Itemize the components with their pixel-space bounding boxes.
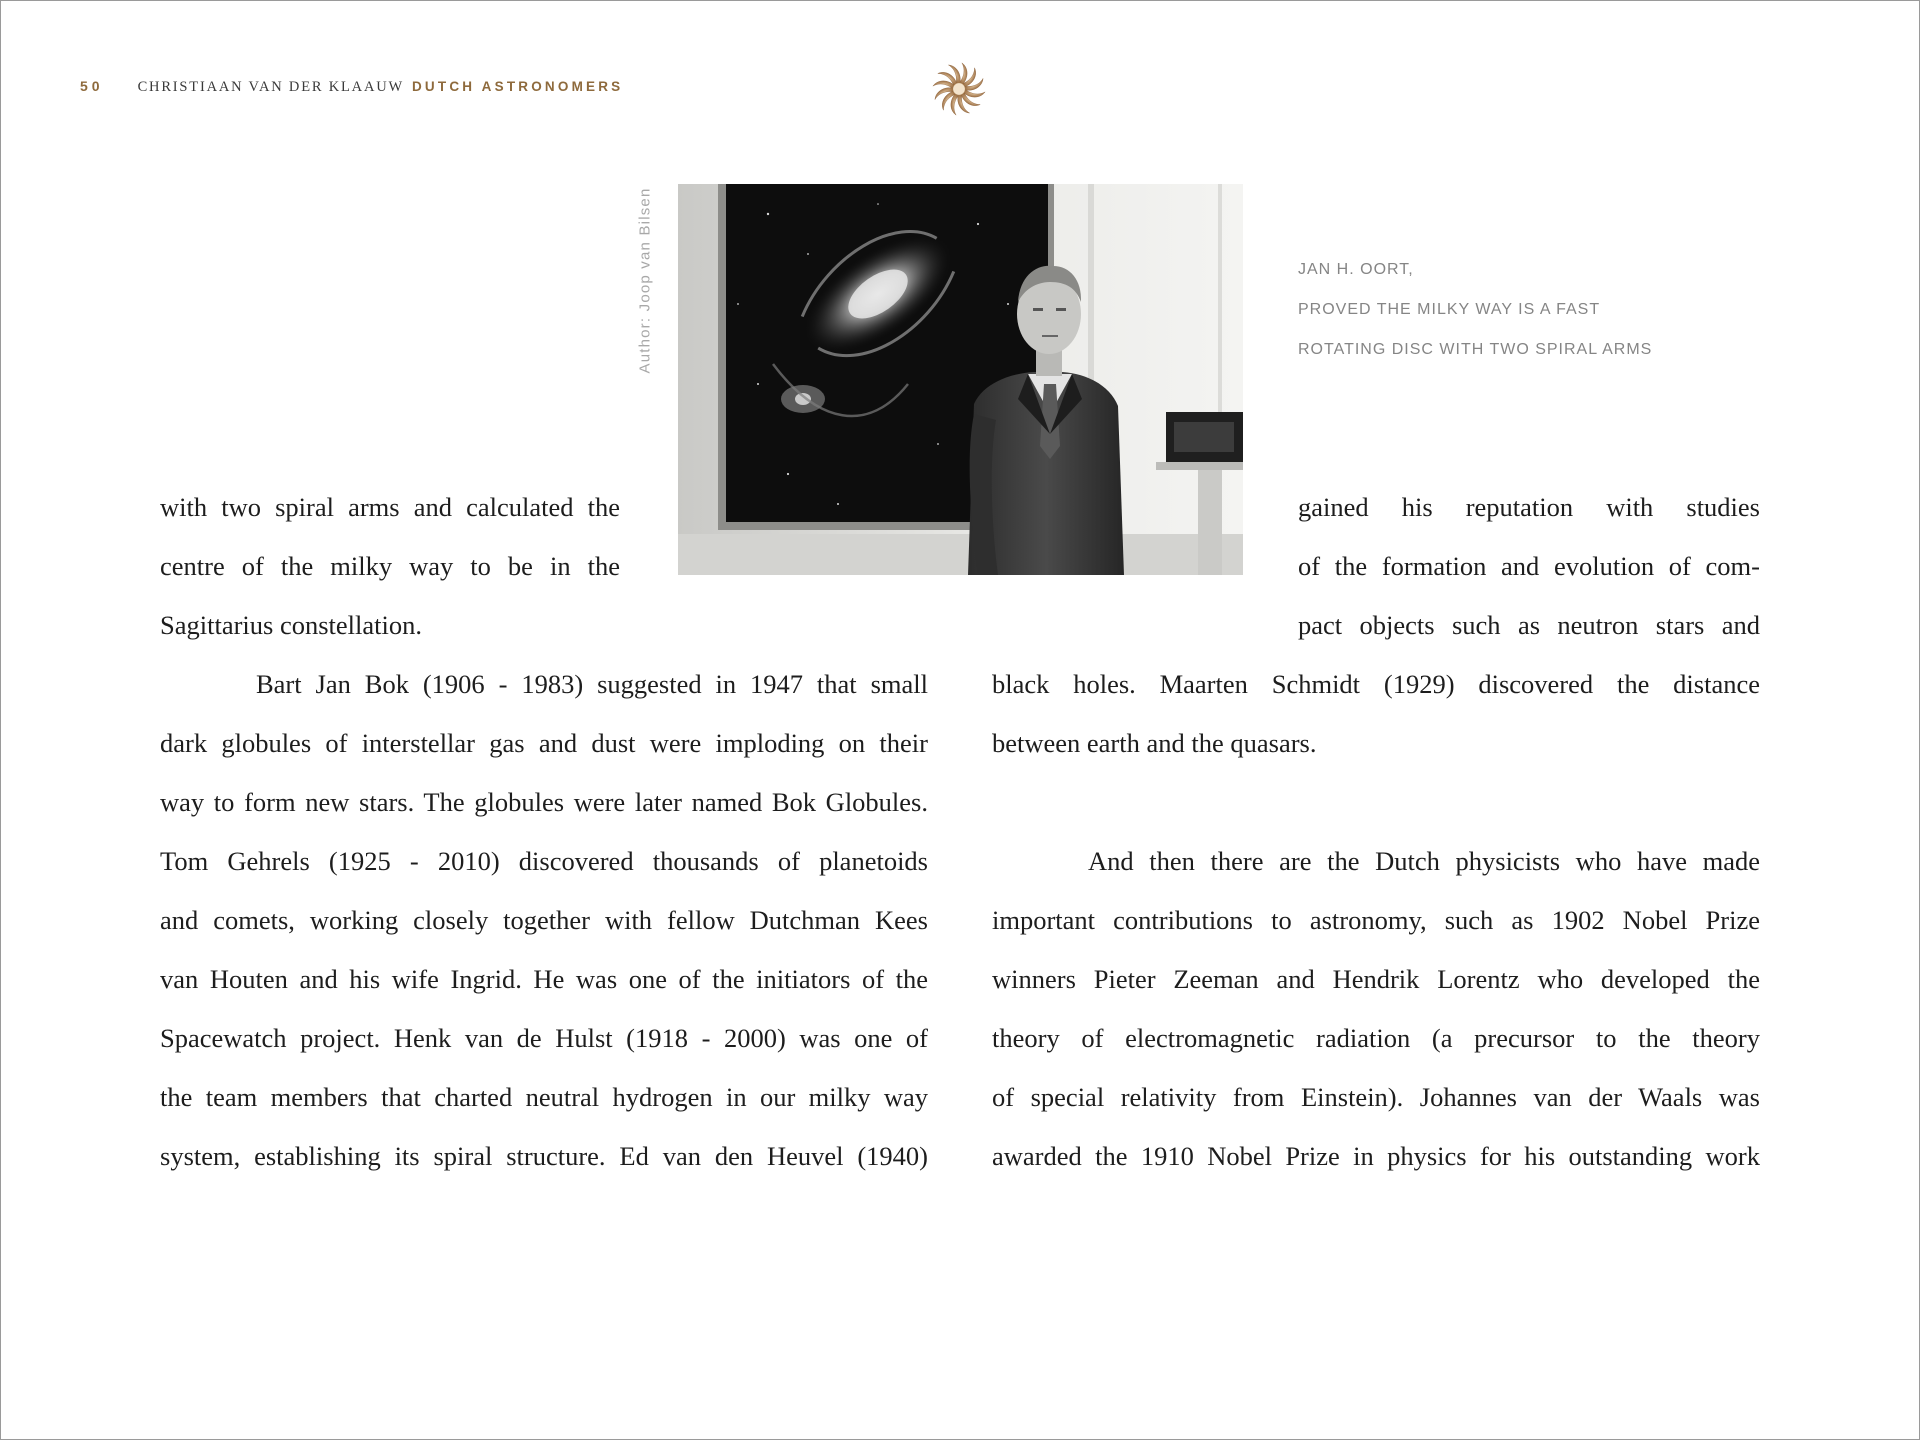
body-text-line: of the formation and evolution of com- (1298, 551, 1760, 581)
body-text-line: black holes. Maarten Schmidt (1929) discovered the distance (992, 669, 1760, 699)
body-text-line: Tom Gehrels (1925 - 2010) discovered thousands of planetoids (160, 846, 928, 876)
portrait-photo-image (678, 184, 1243, 575)
body-text-line: dark globules of interstellar gas and dust were imploding on their (160, 728, 928, 758)
caption-line: ROTATING DISC WITH TWO SPIRAL ARMS (1298, 341, 1653, 358)
body-text-line: awarded the 1910 Nobel Prize in physics for his outstanding work (992, 1141, 1760, 1171)
body-text-line: Bart Jan Bok (1906 - 1983) suggested in 1947 that small (256, 669, 928, 699)
body-text-line: with two spiral arms and calculated the (160, 492, 620, 522)
body-text-line: way to form new stars. The globules were later named Bok Globules. (160, 787, 928, 817)
body-text-line: pact objects such as neutron stars and (1298, 610, 1760, 640)
caption-line: PROVED THE MILKY WAY IS A FAST (1298, 301, 1601, 318)
body-text-line: system, establishing its spiral structure. Ed van den Heuvel (1940) (160, 1141, 928, 1171)
page-number: 50 (80, 78, 104, 94)
body-text-line: winners Pieter Zeeman and Hendrik Lorentz who developed the (992, 964, 1760, 994)
body-text-line: centre of the milky way to be in the (160, 551, 620, 581)
sun-spiral-logo-icon (930, 60, 988, 118)
photo-credit-text: Author: Joop van Bilsen (636, 186, 654, 374)
body-text-line: the team members that charted neutral hydrogen in our milky way (160, 1082, 928, 1112)
caption-line: JAN H. OORT, (1298, 261, 1414, 278)
photo-credit (628, 182, 662, 378)
author-name: CHRISTIAAN VAN DER KLAAUW (137, 79, 404, 95)
body-text-line: between earth and the quasars. (992, 728, 1317, 758)
body-text-line: gained his reputation with studies (1298, 492, 1760, 522)
body-text-line: Sagittarius constellation. (160, 610, 423, 640)
body-text-line: And then there are the Dutch physicists who have made (1088, 846, 1760, 876)
body-text-line: Spacewatch project. Henk van de Hulst (1918 - 2000) was one of (160, 1023, 928, 1053)
body-text-line: theory of electromagnetic radiation (a precursor to the theory (992, 1023, 1760, 1053)
book-title: DUTCH ASTRONOMERS (411, 79, 624, 94)
body-text-line: important contributions to astronomy, such as 1902 Nobel Prize (992, 905, 1760, 935)
body-text-line: and comets, working closely together with fellow Dutchman Kees (160, 905, 928, 935)
photo-caption (1298, 258, 1652, 378)
body-text-line: of special relativity from Einstein). Johannes van der Waals was (992, 1082, 1760, 1112)
body-text-line: van Houten and his wife Ingrid. He was one of the initiators of the (160, 964, 928, 994)
portrait-photo (678, 184, 1243, 575)
running-header (80, 78, 623, 96)
